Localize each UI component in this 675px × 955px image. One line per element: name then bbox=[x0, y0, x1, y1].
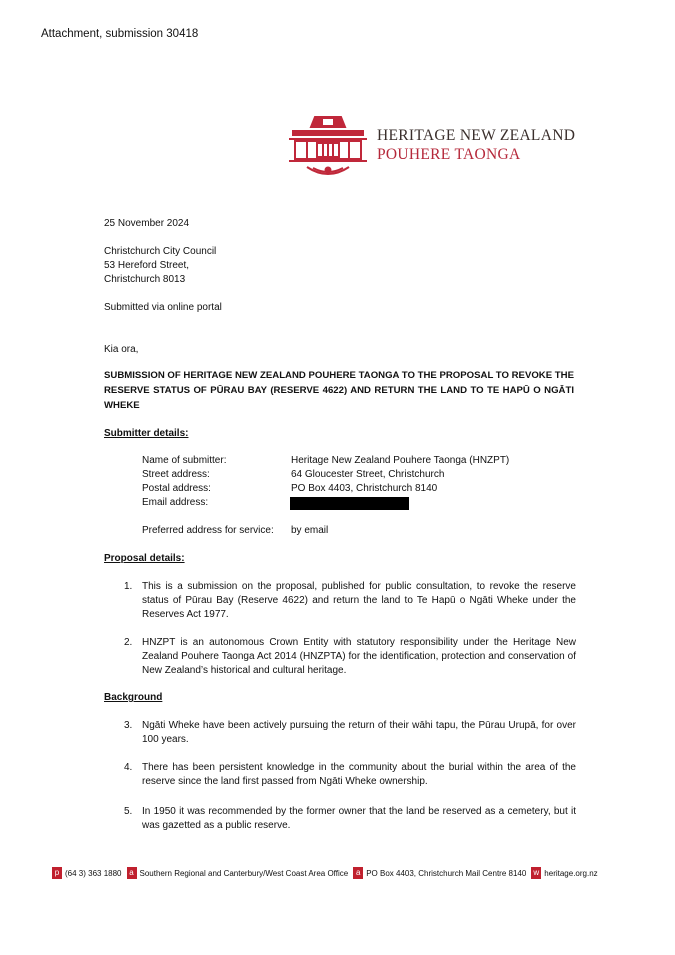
list-item bbox=[104, 805, 576, 833]
item-text: This is a submission on the proposal, published for public consultation, to revoke the reserve status of Pūrau Bay (Reserve 4622) and return the land to Te Hapū o Ngāti Wheke under the Reserves Act 1977. bbox=[142, 581, 576, 620]
footer-text: heritage.org.nz bbox=[544, 868, 598, 878]
logo-line-maori: POUHERE TAONGA bbox=[377, 146, 521, 163]
recipient-line: 53 Hereford Street, bbox=[104, 260, 190, 271]
service-value: by email bbox=[291, 525, 329, 536]
whare-logo-icon bbox=[287, 113, 369, 183]
detail-label: Street address: bbox=[142, 469, 210, 480]
heritage-logo bbox=[287, 113, 577, 183]
item-text: In 1950 it was recommended by the former owner that the land be reserved as a cemetery, but it was gazetted as a public reserve. bbox=[142, 806, 576, 831]
detail-value: 64 Gloucester Street, Christchurch bbox=[291, 469, 445, 480]
list-item bbox=[104, 719, 576, 747]
detail-label: Name of submitter: bbox=[142, 455, 227, 466]
item-text: Ngāti Wheke have been actively pursuing the return of their wāhi tapu, the Pūrau Urupā, for over 100 years. bbox=[142, 720, 576, 745]
footer-text: (64 3) 363 1880 bbox=[65, 868, 122, 878]
detail-label: Postal address: bbox=[142, 483, 211, 494]
recipient-block bbox=[104, 245, 216, 287]
service-label: Preferred address for service: bbox=[142, 525, 274, 536]
item-number: 1. bbox=[124, 581, 133, 592]
footer-phone bbox=[52, 867, 122, 879]
recipient-line: Christchurch City Council bbox=[104, 246, 217, 257]
letter-date: 25 November 2024 bbox=[104, 218, 190, 229]
background-title: Background bbox=[104, 692, 163, 703]
greeting: Kia ora, bbox=[104, 344, 139, 355]
attachment-label: Attachment, submission 30418 bbox=[41, 28, 199, 40]
detail-value: PO Box 4403, Christchurch 8140 bbox=[291, 483, 438, 494]
redacted-email bbox=[290, 497, 409, 510]
web-marker-icon: w bbox=[531, 867, 541, 879]
detail-label: Email address: bbox=[142, 497, 209, 508]
footer-text: PO Box 4403, Christchurch Mail Centre 8140 bbox=[366, 868, 527, 878]
letterhead-footer bbox=[52, 866, 603, 880]
phone-marker-icon: p bbox=[52, 867, 62, 879]
detail-value: Heritage New Zealand Pouhere Taonga (HNZPT) bbox=[291, 455, 510, 466]
list-item bbox=[104, 636, 576, 678]
item-number: 3. bbox=[124, 720, 133, 731]
item-number: 5. bbox=[124, 806, 133, 817]
footer-website bbox=[531, 867, 597, 879]
address-marker-icon: a bbox=[127, 867, 137, 879]
item-number: 2. bbox=[124, 637, 133, 648]
submitter-details-title: Submitter details: bbox=[104, 428, 189, 439]
recipient-line: Christchurch 8013 bbox=[104, 274, 186, 285]
list-item bbox=[104, 761, 576, 789]
logo-line-english: HERITAGE NEW ZEALAND bbox=[377, 127, 576, 144]
item-text: There has been persistent knowledge in the community about the burial within the area of the reserve since the land first passed from Ngāti Wheke ownership. bbox=[142, 762, 576, 787]
footer-text: Southern Regional and Canterbury/West Coast Area Office bbox=[139, 868, 349, 878]
footer-address bbox=[127, 867, 349, 879]
footer-postal bbox=[353, 867, 526, 879]
item-text: HNZPT is an autonomous Crown Entity with statutory responsibility under the Heritage New Zealand Pouhere Taonga Act 2014 (HNZPTA) for the identification, protection and conservation of New Zealand’s historical and cultural heritage. bbox=[142, 637, 576, 676]
proposal-details-title: Proposal details: bbox=[104, 553, 185, 564]
list-item bbox=[104, 580, 576, 622]
address-marker-icon: a bbox=[353, 867, 363, 879]
submission-heading: SUBMISSION OF HERITAGE NEW ZEALAND POUHERE TAONGA TO THE PROPOSAL TO REVOKE THE RESERVE STATUS OF PŪRAU BAY (RESERVE 4622) AND RETURN THE LAND TO TE HAPŪ O NGĀTI WHEKE bbox=[104, 370, 574, 411]
item-number: 4. bbox=[124, 762, 133, 773]
submission-method: Submitted via online portal bbox=[104, 302, 222, 313]
